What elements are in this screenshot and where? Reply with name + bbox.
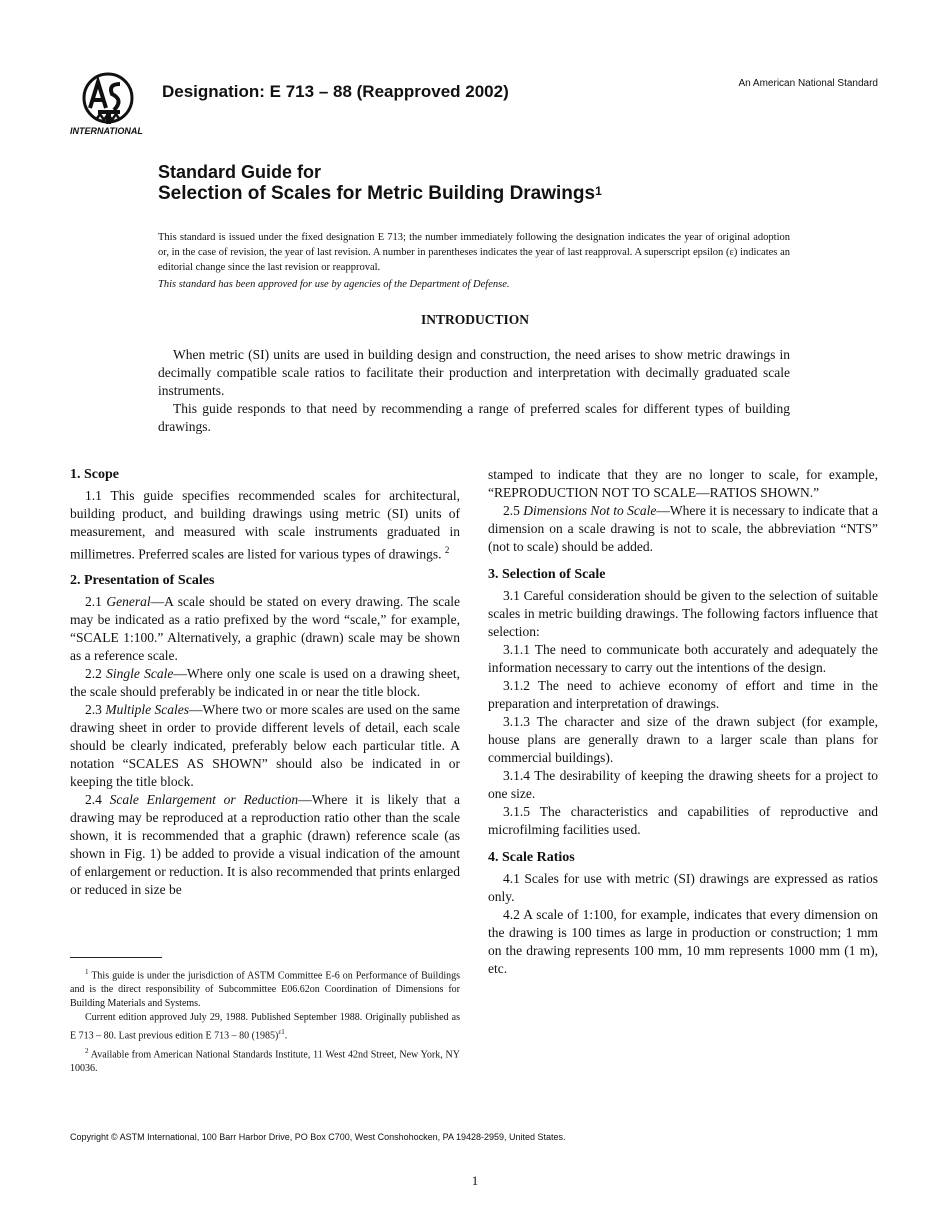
dod-statement: This standard has been approved for use by agencies of the Department of Defense. bbox=[158, 279, 510, 290]
designation: Designation: E 713 – 88 (Reapproved 2002) bbox=[162, 82, 509, 101]
paragraph-term: Scale Enlargement or Reduction bbox=[109, 791, 299, 807]
title-line-1: Standard Guide for bbox=[158, 162, 322, 182]
introduction-heading: INTRODUCTION bbox=[420, 312, 529, 327]
footnote-rule bbox=[70, 957, 162, 958]
introduction-paragraph: When metric (SI) units are used in building design and construction, the need arises to show metric drawings in decimally compatible scale ratios to facilitate their production and interpretation with decimally graduated scale instruments. bbox=[158, 347, 790, 398]
paragraph-text: —Where it is likely that a drawing may be reproduced at a reproduction ratio other than the scale shown, it is recommended that a graphic (drawn) reference scale (as shown in Fig. 1) be added to provide a visual indication of the amount of enlargement or reduction. It is also recommended that prints enlarged or reduced in size be bbox=[70, 791, 460, 897]
document-title bbox=[158, 162, 602, 204]
paragraph-term: Multiple Scales bbox=[105, 701, 190, 717]
paragraph-text: —Where it is necessary to indicate that a dimension on a scale drawing is not to scale, the abbreviation “NTS” (not to scale) should be added. bbox=[488, 503, 878, 554]
paragraph-text: —Where two or more scales are used on the same drawing sheet in order to provide different levels of detail, each scale should be clearly indicated, preferably below each particular title. A notation “SCALES AS SHOWN” should also be indicated in or keeping the title block. bbox=[70, 701, 460, 789]
section-heading-ratios: 4. Scale Ratios bbox=[488, 850, 575, 865]
page-number: 1 bbox=[471, 1173, 479, 1188]
paragraph-3-1: 3.1 Careful consideration should be given to the selection of suitable scales in metric building drawings. The following factors influence that selection: bbox=[488, 588, 878, 639]
paragraph-1-1-text: 1.1 This guide specifies recommended scales for architectural, building product, and building drawings using metric (SI) units of measurement, and measured with scale instruments graduated in millimetres. Preferred scales are listed for various types of drawings. bbox=[70, 488, 460, 562]
paragraph-4-2: 4.2 A scale of 1:100, for example, indicates that every dimension on the drawing is 100 times as large in production or construction; 1 mm on the drawing represents 100 mm, 10 mm represents 1000 mm (1 m), etc. bbox=[488, 907, 878, 976]
paragraph-3-1-3: 3.1.3 The character and size of the drawn subject (for example, house plans are generally drawn to a larger scale than plans for commercial buildings). bbox=[488, 714, 878, 765]
paragraph-text: —A scale should be stated on every drawing. The scale may be indicated as a ratio prefixed by the word “scale,” for example, “SCALE 1:100.” Alternatively, a graphic (drawn) scale may be shown as a reference scale. bbox=[70, 593, 461, 663]
footnote-text: Available from American National Standards Institute, 11 West 42nd Street, New York, NY 10036. bbox=[70, 1048, 460, 1074]
paragraph-2-5 bbox=[488, 502, 878, 556]
paragraph-text: —Where only one scale is used on a drawing sheet, the scale should preferably be indicated in or near the title block. bbox=[70, 665, 461, 699]
paragraph-term: General bbox=[106, 593, 151, 609]
paragraph-2-1 bbox=[70, 593, 460, 665]
paragraph-term: Dimensions Not to Scale bbox=[523, 503, 657, 518]
footnotes bbox=[70, 965, 460, 1076]
paragraph-number: 2.5 bbox=[503, 503, 520, 518]
left-column bbox=[70, 466, 460, 899]
paragraph-number: 2.4 bbox=[85, 791, 102, 807]
footnote-2 bbox=[70, 1044, 460, 1076]
paragraph-number: 2.1 bbox=[85, 593, 102, 609]
copyright-notice: Copyright © ASTM International, 100 Barr Harbor Drive, PO Box C700, West Conshohocken, PA 19428-2959, United States. bbox=[70, 1132, 566, 1142]
footnote-text: Current edition approved July 29, 1988. Published September 1988. Originally published as E 713 – 80. Last previous edition E 713 – 80 (1985) bbox=[70, 1012, 460, 1042]
astm-logo-icon bbox=[68, 70, 150, 138]
title-footnote-ref: 1 bbox=[595, 184, 602, 198]
footnote-ref-2: 2 bbox=[444, 545, 450, 555]
footnote-sup: ε1 bbox=[278, 1028, 285, 1037]
paragraph-2-4-continued bbox=[488, 466, 878, 502]
section-heading-presentation: 2. Presentation of Scales bbox=[70, 572, 215, 588]
issue-statement: This standard is issued under the fixed designation E 713; the number immediately following the designation indicates the year of original adoption or, in the case of revision, the year of last revision. A number in parentheses indicates the year of last reapproval. A superscript epsilon (ε) indicates an editorial change since the last revision or reapproval. bbox=[158, 232, 790, 273]
paragraph-text: stamped to indicate that they are no longer to scale, for example, “REPRODUCTION NOT TO SCALE—RATIOS SHOWN.” bbox=[488, 467, 878, 500]
footnote-marker: 1 bbox=[85, 968, 89, 976]
introduction-paragraph: This guide responds to that need by recommending a range of preferred scales for different types of building drawings. bbox=[158, 401, 790, 434]
paragraph-3-1-5: 3.1.5 The characteristics and capabilities of reproductive and microfilming facilities used. bbox=[488, 804, 878, 837]
paragraph-3-1-2: 3.1.2 The need to achieve economy of effort and time in the preparation and interpretation of drawings. bbox=[488, 678, 878, 711]
introduction-body bbox=[158, 346, 790, 436]
paragraph-3-1-4: 3.1.4 The desirability of keeping the drawing sheets for a project to one size. bbox=[488, 768, 878, 801]
astm-logo bbox=[68, 70, 150, 138]
footnote-marker: 2 bbox=[85, 1046, 89, 1055]
paragraph-1-1 bbox=[70, 487, 460, 564]
american-national-standard-label: An American National Standard bbox=[738, 78, 878, 89]
logo-text: INTERNATIONAL bbox=[70, 126, 143, 136]
paragraph-term: Single Scale bbox=[106, 665, 174, 681]
section-heading-selection: 3. Selection of Scale bbox=[488, 567, 606, 582]
title-line-2 bbox=[158, 183, 602, 204]
title-main: Selection of Scales for Metric Building Drawings bbox=[158, 183, 596, 204]
right-column bbox=[488, 466, 878, 978]
footnote-1 bbox=[70, 965, 460, 1011]
paragraph-2-3 bbox=[70, 701, 460, 791]
paragraph-4-1: 4.1 Scales for use with metric (SI) drawings are expressed as ratios only. bbox=[488, 871, 878, 904]
footnote-text: This guide is under the jurisdiction of ASTM Committee E-6 on Performance of Buildings and is the direct responsibility of Subcommittee E06.62on Coordination of Dimensions for Building Materials and Systems. bbox=[70, 970, 461, 1010]
paragraph-2-4 bbox=[70, 791, 460, 899]
paragraph-number: 2.3 bbox=[85, 701, 102, 717]
footnote-1-edition: Current edition approved July 29, 1988. Published September 1988. Originally published as E 713 – 80. Last previous edition E 713 – 80 $(1985)^{\varepsilon 1}$. bbox=[70, 1012, 460, 1042]
paragraph-number: 2.2 bbox=[85, 665, 102, 681]
paragraph-3-1-1: 3.1.1 The need to communicate both accurately and adequately the information necessary to carry out the intentions of the design. bbox=[488, 642, 878, 675]
section-heading-scope: 1. Scope bbox=[70, 467, 119, 482]
paragraph-2-2 bbox=[70, 665, 460, 701]
